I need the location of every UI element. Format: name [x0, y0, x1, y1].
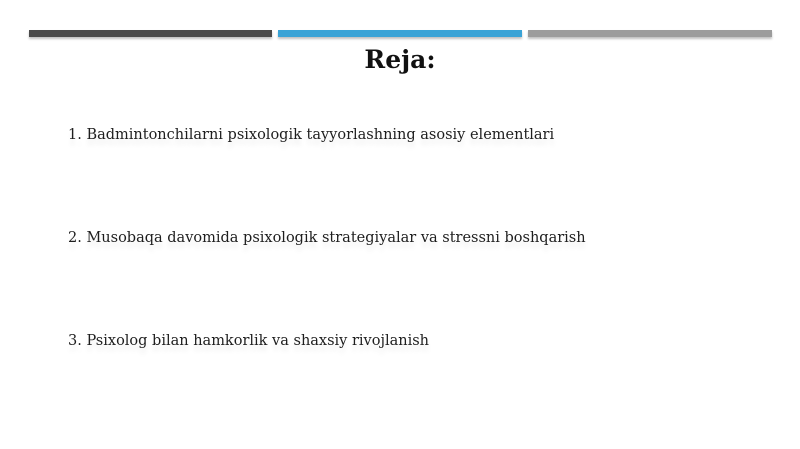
accent-bar-dark [29, 30, 272, 37]
slide-title: Reja: [364, 45, 436, 74]
header-accent-bars [29, 30, 772, 38]
plan-item-3: 3. Psixolog bilan hamkorlik va shaxsiy rivojlanish [68, 333, 430, 349]
plan-item-2: 2. Musobaqa davomida psixologik strategiyalar va stressni boshqarish [68, 230, 586, 246]
plan-item-1: 1. Badmintonchilarni psixologik tayyorlashning asosiy elementlari [68, 127, 555, 143]
accent-bar-blue [278, 30, 522, 37]
accent-bar-gray [528, 30, 772, 37]
